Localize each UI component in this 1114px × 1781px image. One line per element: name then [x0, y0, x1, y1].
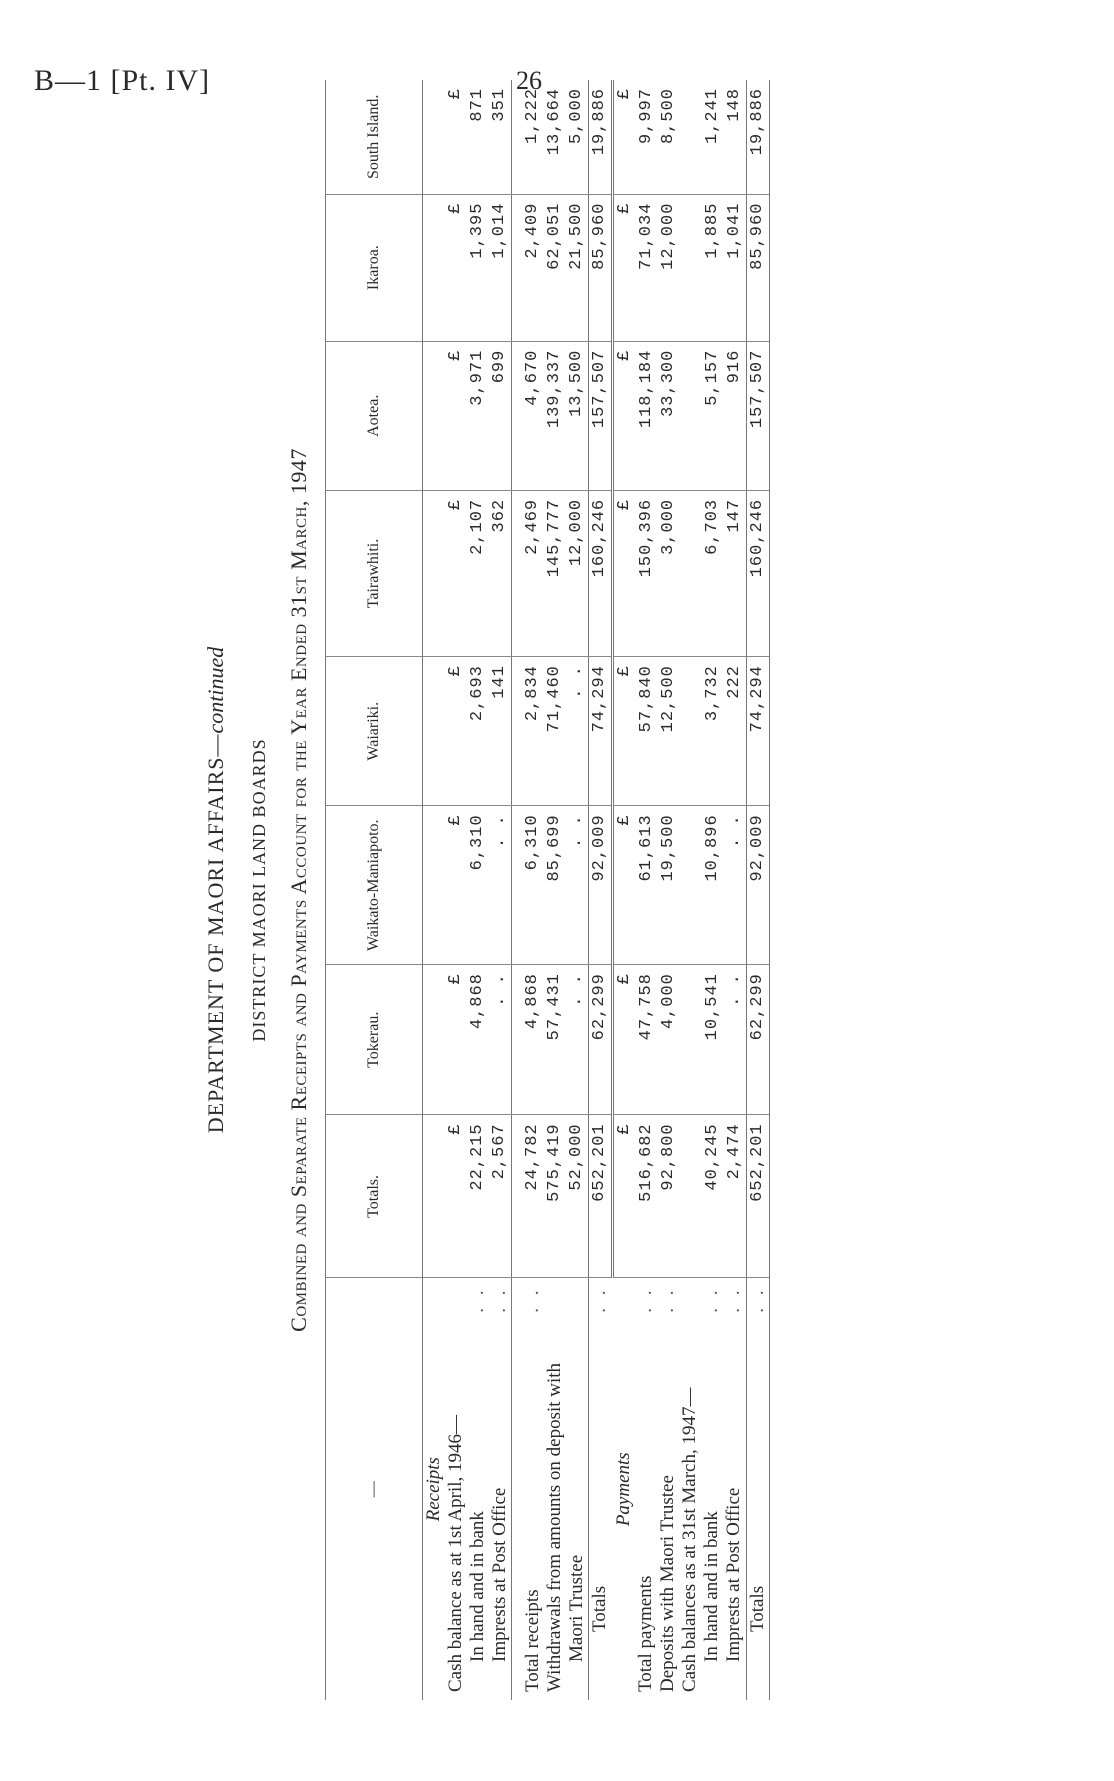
- table-cell: 2,469 145,777 12,000: [512, 490, 589, 656]
- table-cell: 62,299: [747, 965, 770, 1115]
- account-title: Combined and Separate Receipts and Payments Account for the Year Ended 31st March, 1947: [286, 448, 311, 1332]
- table-cell: 85,960: [589, 194, 613, 341]
- col-totals: Totals.: [326, 1115, 423, 1278]
- table-cell: £ 516,682 92,800 40,245 2,474: [613, 1115, 747, 1278]
- table-cell: 1,222 13,664 5,000: [512, 80, 589, 194]
- page-reference: B—1 [Pt. IV]: [34, 64, 211, 97]
- table-cell: 19,886: [589, 80, 613, 194]
- table-cell: 4,868 57,431 . .: [512, 965, 589, 1115]
- table-cell: 652,201: [747, 1115, 770, 1278]
- table-cell: 74,294: [747, 657, 770, 806]
- table-cell: 85,960: [747, 194, 770, 341]
- table-cell: 2,409 62,051 21,500: [512, 194, 589, 341]
- col-waikato: Waikato-Maniapoto.: [326, 806, 423, 965]
- table-cell: £ 71,034 12,000 1,885 1,041: [613, 194, 747, 341]
- table-cell: £ 61,613 19,500 10,896 . .: [613, 806, 747, 965]
- table-cell: 6,310 85,699 . .: [512, 806, 589, 965]
- table-cell: 4,670 139,337 13,500: [512, 341, 589, 490]
- table-row: [589, 80, 613, 1700]
- table-header-row: [326, 80, 423, 1700]
- table-cell: 24,782 575,419 52,000: [512, 1115, 589, 1278]
- rotated-table-section: [195, 80, 955, 1700]
- table-cell: £ 57,840 12,500 3,732 222: [613, 657, 747, 806]
- table-row: [512, 80, 589, 1700]
- table-row: [423, 80, 512, 1700]
- table-cell: 157,507: [747, 341, 770, 490]
- page-number: 26: [516, 66, 542, 95]
- table-cell: 74,294: [589, 657, 613, 806]
- table-cell: 160,246: [747, 490, 770, 656]
- table-cell: £ 150,396 3,000 6,703 147: [613, 490, 747, 656]
- table-cell: £ 47,758 4,000 10,541 . .: [613, 965, 747, 1115]
- table-row: [747, 80, 770, 1700]
- table-cell: £ 2,107 362: [423, 490, 512, 656]
- table-cell: 92,009: [589, 806, 613, 965]
- col-south-island: South Island.: [326, 80, 423, 194]
- payments-labels: Payments Total payments . . Deposits with Maori Trustee . . Cash balances as at 31st March, 1947— In hand and in bank . . Imprests at Post Office . .: [612, 1286, 744, 1692]
- table-cell: £ 118,184 33,300 5,157 916: [613, 341, 747, 490]
- accounts-table: [325, 80, 770, 1700]
- table-cell: £ 9,997 8,500 1,241 148: [613, 80, 747, 194]
- department-title: DEPARTMENT OF MAORI AFFAIRS—continued: [203, 646, 228, 1134]
- col-blank: —: [326, 1278, 423, 1700]
- receipts-labels: Total receipts . . Withdrawals from amounts on deposit with Maori Trustee: [512, 1278, 589, 1700]
- receipts-totals-label: Totals . .: [589, 1278, 613, 1700]
- subtitle: DISTRICT MAORI LAND BOARDS: [249, 738, 269, 1042]
- table-cell: 62,299: [589, 965, 613, 1115]
- table-cell: £ 871 351: [423, 80, 512, 194]
- receipts-opening-labels: Receipts Cash balance as at 1st April, 1946— In hand and in bank . . Imprests at Post Office . .: [423, 1286, 510, 1692]
- heading-block: [203, 80, 312, 1700]
- table-cell: £ 6,310 . .: [423, 806, 512, 965]
- col-aotea: Aotea.: [326, 341, 423, 490]
- table-cell: 160,246: [589, 490, 613, 656]
- table-cell: 19,886: [747, 80, 770, 194]
- col-ikaroa: Ikaroa.: [326, 194, 423, 341]
- table-cell: 652,201: [589, 1115, 613, 1278]
- payments-totals-label: Totals . .: [747, 1278, 770, 1700]
- table-cell: 92,009: [747, 806, 770, 965]
- table-cell: £ 3,971 699: [423, 341, 512, 490]
- table-cell: £ 1,395 1,014: [423, 194, 512, 341]
- table-cell: 2,834 71,460 . .: [512, 657, 589, 806]
- col-tokerau: Tokerau.: [326, 965, 423, 1115]
- table-cell: £ 2,693 141: [423, 657, 512, 806]
- table-row: [613, 80, 747, 1700]
- table-cell: £ 22,215 2,567: [423, 1115, 512, 1278]
- col-waiariki: Waiariki.: [326, 657, 423, 806]
- col-tairawhiti: Tairawhiti.: [326, 490, 423, 656]
- table-cell: 157,507: [589, 341, 613, 490]
- table-cell: £ 4,868 . .: [423, 965, 512, 1115]
